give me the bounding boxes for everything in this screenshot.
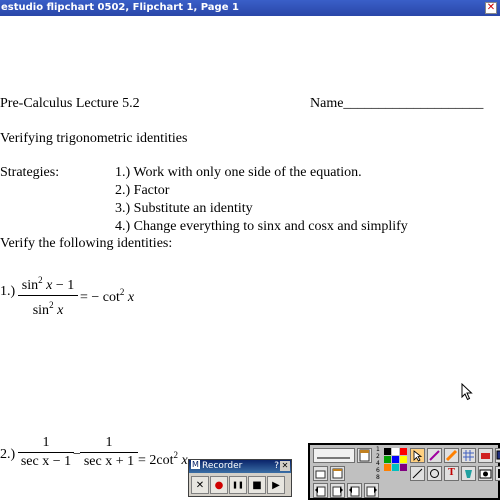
instruction-text: Verify the following identities:: [0, 236, 173, 251]
problem2-fraction-2: 1 sec x + 1: [80, 435, 138, 470]
problem-number: 2.): [0, 447, 16, 462]
flipchart-page[interactable]: [0, 16, 500, 500]
eraser-icon[interactable]: [478, 448, 493, 463]
strategy-item: 4.) Change everything to sinx and cosx and simplify: [115, 219, 408, 234]
color-swatch[interactable]: [392, 464, 399, 471]
color-swatches[interactable]: [384, 448, 407, 471]
color-swatch[interactable]: [384, 464, 391, 471]
recorder-panel[interactable]: [188, 459, 292, 497]
problem1-rhs: = − $\cot^2 x$: [80, 287, 135, 305]
page-icon[interactable]: [357, 448, 372, 463]
recorder-titlebar[interactable]: [189, 460, 291, 473]
text-tool-icon[interactable]: T: [444, 466, 459, 481]
strategy-item: 3.) Substitute an identity: [115, 201, 253, 216]
flipchart-icon[interactable]: [330, 466, 345, 481]
recorder-title: Recorder: [202, 461, 243, 471]
color-swatch[interactable]: [392, 448, 399, 455]
strategy-item: 1.) Work with only one side of the equation.: [115, 165, 362, 180]
highlighter-icon[interactable]: [444, 448, 459, 463]
color-swatch[interactable]: [400, 464, 407, 471]
color-swatch[interactable]: [400, 448, 407, 455]
shape-tool-icon[interactable]: [427, 466, 442, 481]
camera-icon[interactable]: [478, 466, 493, 481]
problem-number: 1.): [0, 284, 16, 299]
recorder-close-icon[interactable]: ✕: [281, 461, 289, 470]
problem2-minus: −: [73, 447, 81, 462]
pen-icon[interactable]: [427, 448, 442, 463]
window-title: estudio flipchart 0502, Flipchart 1, Page 1: [1, 2, 239, 13]
page-next-icon[interactable]: [330, 483, 345, 498]
window-titlebar: [0, 0, 500, 16]
lecture-heading: Pre-Calculus Lecture 5.2: [0, 96, 140, 111]
color-swatch[interactable]: [400, 456, 407, 463]
strategies-label: Strategies:: [0, 165, 60, 180]
page-insert-icon[interactable]: [347, 483, 362, 498]
grid-icon[interactable]: [461, 448, 476, 463]
tool-palette[interactable]: [308, 443, 500, 500]
recorder-stop-button[interactable]: ■: [248, 476, 266, 494]
problem2-fraction-1: 1 sec x − 1: [18, 435, 74, 470]
help-icon[interactable]: ?: [274, 461, 279, 471]
recorder-pause-button[interactable]: ❚❚: [229, 476, 247, 494]
reveal-icon[interactable]: [495, 466, 500, 481]
problem1-fraction: [18, 272, 78, 319]
page-previous-icon[interactable]: [313, 483, 328, 498]
recorder-play-button[interactable]: ▶: [267, 476, 285, 494]
pen-preview[interactable]: [313, 448, 355, 463]
pen-width-scale[interactable]: 1 2 4 6 8: [376, 446, 380, 481]
color-swatch[interactable]: [384, 448, 391, 455]
undo-icon[interactable]: [313, 466, 328, 481]
recorder-cancel-button[interactable]: ✕: [191, 476, 209, 494]
fill-tool-icon[interactable]: [461, 466, 476, 481]
mouse-cursor-icon: [461, 383, 473, 401]
recorder-logo-icon: M: [192, 460, 199, 469]
monitor-icon[interactable]: [495, 448, 500, 463]
select-arrow-icon[interactable]: [410, 448, 425, 463]
recorder-record-button[interactable]: ●: [210, 476, 228, 494]
color-swatch[interactable]: [392, 456, 399, 463]
line-tool-icon[interactable]: [410, 466, 425, 481]
color-swatch[interactable]: [384, 456, 391, 463]
name-field-label: Name____________________: [310, 96, 484, 111]
topic-title: Verifying trigonometric identities: [0, 131, 188, 146]
problem2-rhs: = $2\cot^2$ x: [138, 450, 188, 468]
page-delete-icon[interactable]: [364, 483, 379, 498]
close-icon[interactable]: ✕: [486, 2, 496, 13]
problem1-numerator: $\sin^2 x - 1$: [21, 275, 75, 293]
strategy-item: 2.) Factor: [115, 183, 170, 198]
problem1-denominator: $\sin^2 x$: [32, 300, 64, 318]
